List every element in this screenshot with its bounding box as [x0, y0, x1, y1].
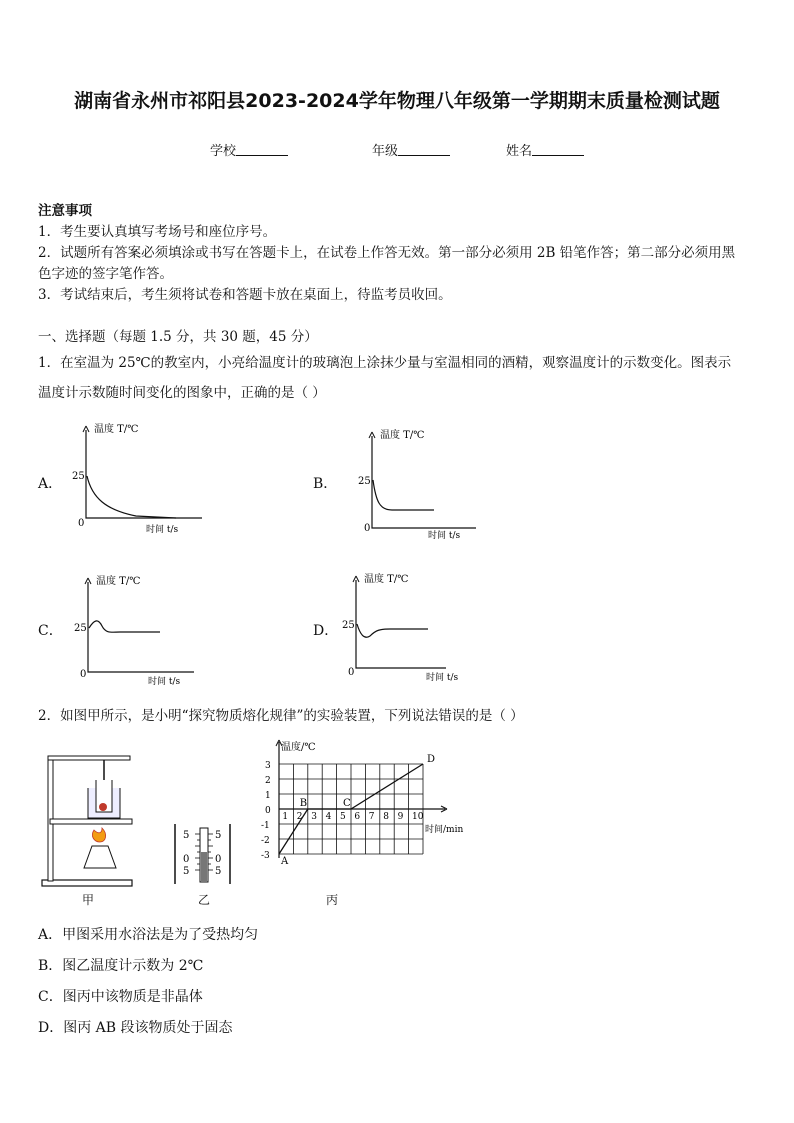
stand-base [42, 880, 132, 886]
x-tick-label: 4 [325, 812, 332, 822]
y-axis-label: 温度 T/℃ [380, 430, 425, 441]
point-label: A [281, 856, 289, 867]
y-tick-label: -1 [261, 821, 270, 831]
temperature-curve [89, 621, 160, 632]
axes [88, 582, 194, 672]
origin-label: 0 [364, 523, 371, 534]
x-tick-label: 10 [412, 812, 424, 822]
page-title: 湖南省永州市祁阳县2023-2024学年物理八年级第一学期期末质量检测试题 [74, 90, 720, 112]
tick-label: 0 [183, 854, 190, 865]
q1-option-d-label[interactable]: D． [313, 623, 339, 639]
origin-label: 0 [80, 669, 87, 680]
q1-graph-a [66, 418, 206, 538]
grade-field[interactable] [372, 140, 450, 159]
x-tick-label: 2 [296, 812, 303, 822]
name-blank[interactable] [532, 143, 584, 156]
tick-label: 5 [215, 830, 222, 841]
x-tick-label: 9 [397, 812, 404, 822]
y-axis-label: 温度 T/℃ [96, 576, 141, 587]
y-tick-label: 2 [265, 776, 271, 786]
name-label: 姓名 [506, 144, 533, 159]
axes [356, 580, 446, 668]
chart-x-axis-label: 时间/min [425, 825, 464, 835]
question-2-text: 2．如图甲所示，是小明“探究物质熔化规律”的实验装置，下列说法错误的是（ ） [38, 708, 524, 724]
y-tick-label: 0 [265, 806, 271, 816]
y-tick-label: 1 [265, 791, 271, 801]
tick-label: 0 [215, 854, 222, 865]
y-tick-label: 3 [265, 761, 271, 771]
grade-label: 年级 [372, 144, 399, 159]
notice-item: 2．试题所有答案必须填涂或书写在答题卡上，在试卷上作答无效。第一部分必须用 2B 铅笔作答；第二部分必须用黑 [38, 245, 736, 261]
x-tick-label: 8 [383, 812, 389, 822]
y-axis-label: 温度 T/℃ [364, 574, 409, 585]
x-tick-label: 1 [282, 812, 289, 822]
notice-item: 1．考生要认真填写考场号和座位序号。 [38, 224, 277, 240]
q1-graph-d [336, 568, 486, 688]
point-label: D [427, 754, 436, 765]
figure-label-bing: 丙 [326, 893, 339, 907]
question-1-text-cont: 温度计示数随时间变化的图象中，正确的是（ ） [38, 385, 326, 401]
school-label: 学校 [210, 144, 237, 159]
tick-25: 25 [342, 620, 355, 631]
liquid-column [201, 852, 207, 882]
x-tick-label: 5 [340, 812, 346, 822]
q2-option-a[interactable]: A．甲图采用水浴法是为了受热均匀 [38, 927, 259, 943]
y-axis-label: 温度 T/℃ [94, 424, 139, 435]
section-heading: 一、选择题（每题 1.5 分，共 30 题，45 分） [38, 329, 318, 345]
figure-label-yi: 乙 [198, 893, 211, 907]
x-axis-label: 时间 t/s [428, 531, 461, 541]
chart-y-axis-label: 温度/℃ [281, 742, 316, 753]
q1-option-c-label[interactable]: C． [38, 623, 63, 639]
figure-melting-chart [255, 736, 485, 868]
q1-option-b-label[interactable]: B． [313, 476, 338, 492]
question-1-text: 1．在室温为 25℃的教室内，小亮给温度计的玻璃泡上涂抹少量与室温相同的酒精，观察温度计的示数变化。图表示 [38, 355, 732, 371]
axes [372, 436, 476, 528]
tick-25: 25 [72, 471, 85, 482]
temperature-curve [357, 624, 428, 637]
tick-label: 5 [215, 866, 222, 877]
q1-option-a-label[interactable]: A． [38, 476, 63, 492]
notice-item: 3．考试结束后，考生须将试卷和答题卡放在桌面上，待监考员收回。 [38, 287, 452, 303]
q1-graph-c [66, 570, 206, 690]
tick-label: 5 [183, 866, 190, 877]
x-tick-label: 6 [354, 812, 361, 822]
temperature-curve [87, 476, 176, 518]
notice-item: 色字迹的签字笔作答。 [38, 266, 173, 282]
ring-support [50, 819, 132, 824]
temperature-curve [373, 480, 434, 510]
y-tick-label: -2 [261, 836, 270, 846]
x-axis-label: 时间 t/s [426, 673, 459, 683]
school-field[interactable] [210, 140, 288, 159]
tick-25: 25 [74, 623, 87, 634]
top-clamp [48, 756, 130, 760]
x-tick-label: 3 [311, 812, 317, 822]
q2-option-b[interactable]: B．图乙温度计示数为 2℃ [38, 958, 204, 974]
axes [86, 430, 202, 518]
q2-option-c[interactable]: C．图丙中该物质是非晶体 [38, 989, 203, 1005]
x-axis-label: 时间 t/s [146, 525, 179, 535]
y-tick-label: -3 [261, 851, 270, 861]
q1-graph-b [352, 424, 482, 544]
name-field[interactable] [506, 140, 584, 159]
figure-thermometer [172, 822, 234, 888]
heated-sample [99, 803, 107, 811]
flame-icon [92, 828, 105, 842]
tick-25: 25 [358, 476, 371, 487]
grade-blank[interactable] [398, 143, 450, 156]
notice-heading: 注意事项 [38, 203, 92, 219]
figure-label-jia: 甲 [82, 893, 95, 907]
point-label: C [343, 798, 351, 809]
x-axis-label: 时间 t/s [148, 677, 181, 687]
school-blank[interactable] [236, 143, 288, 156]
figure-apparatus [40, 750, 136, 890]
q2-option-d[interactable]: D．图丙 AB 段该物质处于固态 [38, 1020, 233, 1036]
x-tick-label: 7 [368, 812, 375, 822]
origin-label: 0 [348, 667, 355, 678]
tick-label: 5 [183, 830, 190, 841]
point-label: B [299, 798, 308, 809]
alcohol-lamp [84, 846, 116, 868]
origin-label: 0 [78, 518, 85, 529]
